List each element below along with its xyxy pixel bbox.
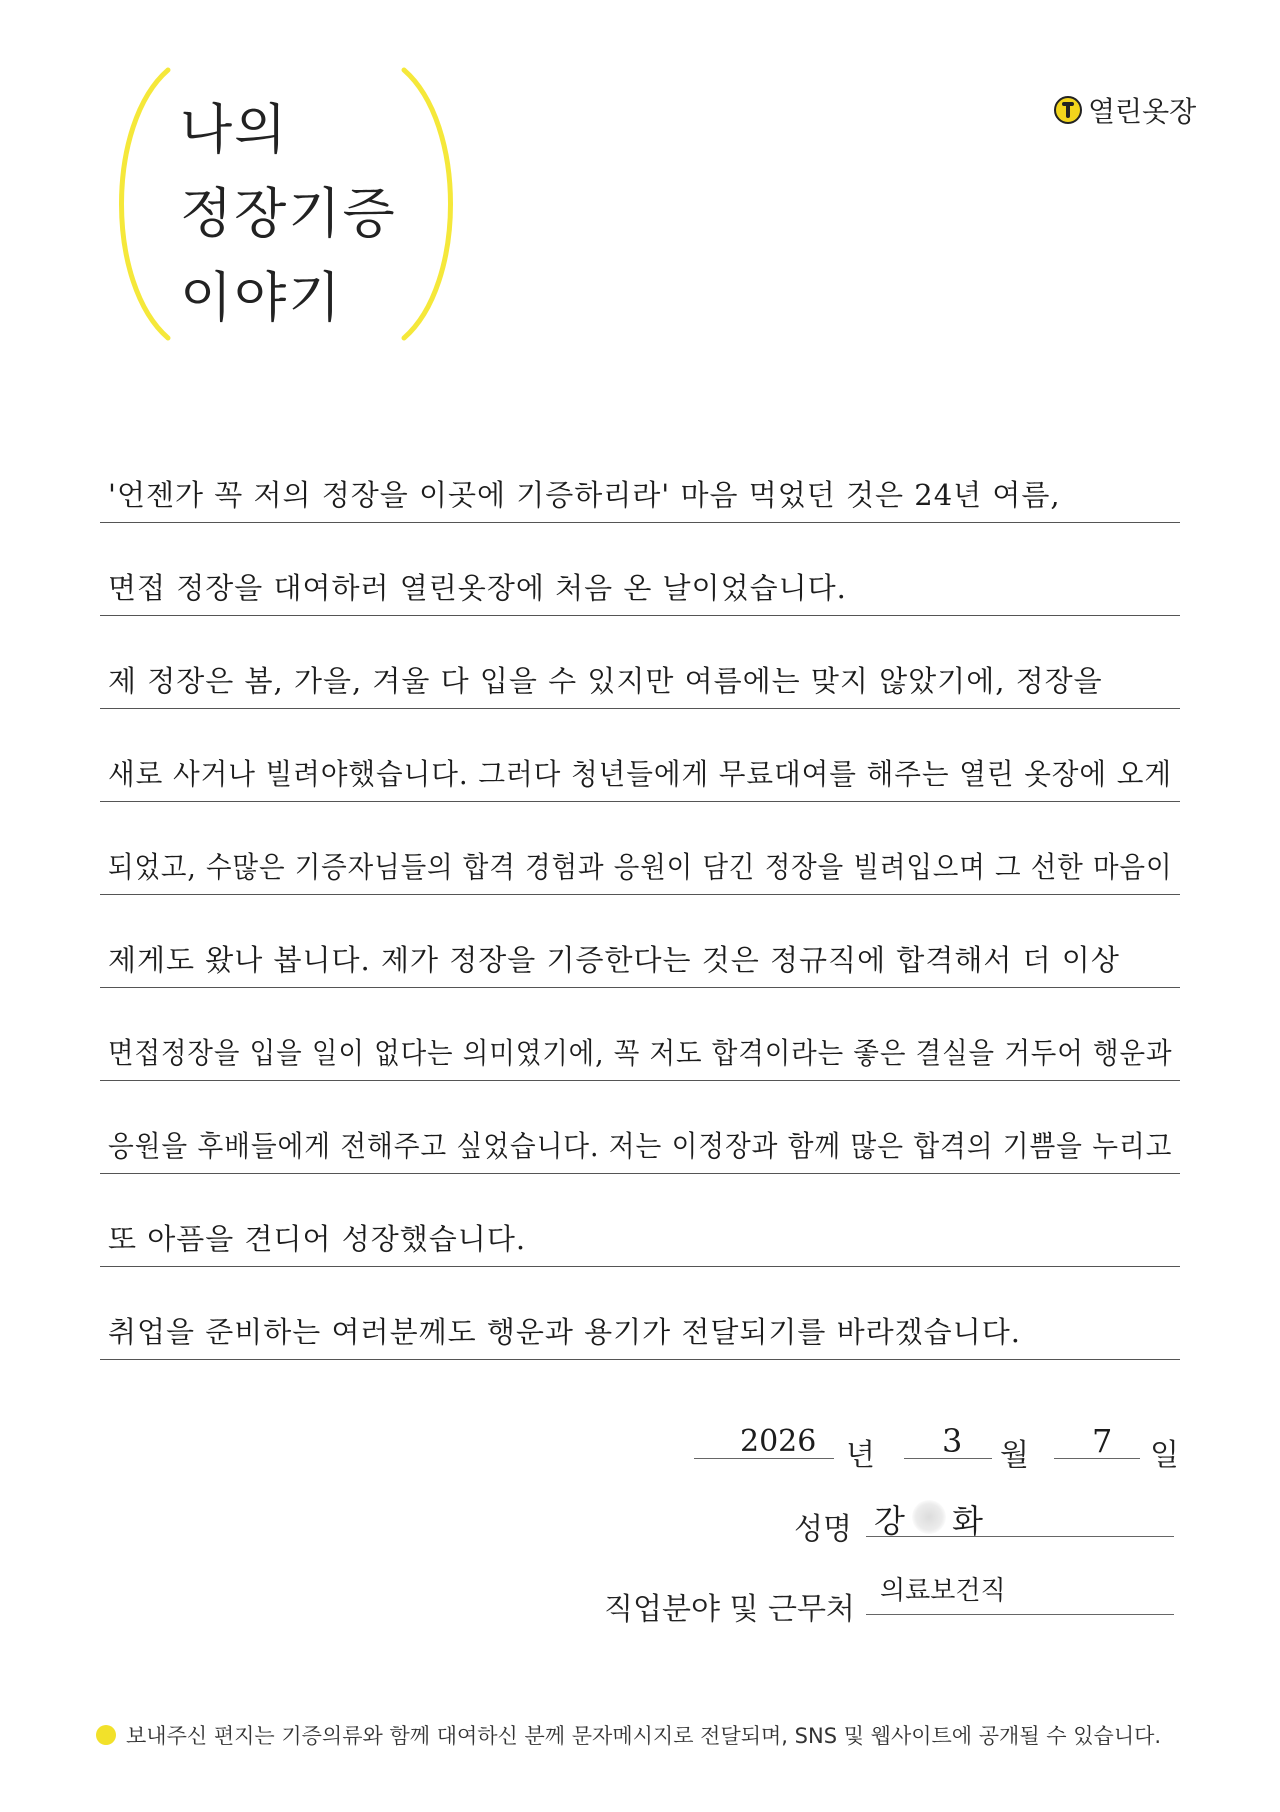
job-label: 직업분야 및 근무처: [604, 1592, 855, 1627]
letter-text: 또 아픔을 견디어 성장했습니다.: [108, 1222, 527, 1256]
letter-line: [100, 523, 1180, 616]
yellow-bracket-left: [96, 64, 176, 344]
letter-text: 제게도 왔나 봅니다. 제가 정장을 기증한다는 것은 정규직에 합격해서 더 이상: [108, 943, 1120, 977]
blurred-name-mask: [912, 1500, 946, 1534]
letter-text: 되었고, 수많은 기증자님들의 합격 경험과 응원이 담긴 정장을 빌려입으며 그 선한 마음이: [108, 850, 1173, 884]
title-line-2: 정장기증: [180, 182, 397, 245]
title-line-3: 이야기: [180, 266, 343, 329]
logo-text: 열린옷장: [1088, 95, 1197, 128]
footer-text: 보내주신 편지는 기증의류와 함께 대여하신 분께 문자메시지로 전달되며, SNS 및 웹사이트에 공개될 수 있습니다.: [126, 1724, 1162, 1748]
logo: [1054, 90, 1196, 130]
letter-line: [100, 709, 1180, 802]
letter-line: [100, 1267, 1180, 1360]
letter-line: [100, 430, 1180, 523]
name-first: 강: [874, 1502, 905, 1540]
page-title: [180, 88, 397, 340]
yellow-bracket-right: [396, 64, 476, 344]
letter-text: 제 정장은 봄, 가을, 겨울 다 입을 수 있지만 여름에는 맞지 않았기에, 정장을: [108, 664, 1103, 698]
letter-line: [100, 1081, 1180, 1174]
letter-line: [100, 895, 1180, 988]
day-value: 7: [1092, 1422, 1113, 1460]
letter-line: [100, 802, 1180, 895]
name-last: 화: [952, 1502, 983, 1540]
letter-line: [100, 1174, 1180, 1267]
year-label: 년: [846, 1438, 875, 1473]
month-label: 월: [1000, 1438, 1029, 1473]
letter-line: [100, 616, 1180, 709]
job-value: 의료보건직: [880, 1576, 1006, 1606]
letter-line: [100, 988, 1180, 1081]
year-value: 2026: [740, 1424, 817, 1459]
letter-text: 면접 정장을 대여하러 열린옷장에 처음 온 날이었습니다.: [108, 571, 847, 605]
job-line: [866, 1614, 1174, 1615]
day-label: 일: [1150, 1438, 1179, 1473]
title-line-1: 나의: [180, 98, 289, 161]
name-line: [866, 1536, 1174, 1537]
letter-text: 면접정장을 입을 일이 없다는 의미였기에, 꼭 저도 합격이라는 좋은 결실을 거두어 행운과: [108, 1036, 1173, 1070]
month-value: 3: [942, 1422, 963, 1460]
footer-notice: [96, 1720, 1161, 1750]
letter-text: 응원을 후배들에게 전해주고 싶었습니다. 저는 이정장과 함께 많은 합격의 기쁨을 누리고: [108, 1129, 1173, 1163]
hanger-logo-icon: [1054, 96, 1082, 124]
letter-text: '언젠가 꼭 저의 정장을 이곳에 기증하리라' 마음 먹었던 것은 24년 여름,: [108, 478, 1061, 512]
yellow-dot-icon: [96, 1725, 116, 1745]
name-label: 성명: [794, 1512, 852, 1547]
letter-text: 새로 사거나 빌려야했습니다. 그러다 청년들에게 무료대여를 해주는 열린 옷장에 오게: [108, 757, 1173, 791]
letter-text: 취업을 준비하는 여러분께도 행운과 용기가 전달되기를 바라겠습니다.: [108, 1315, 1021, 1349]
